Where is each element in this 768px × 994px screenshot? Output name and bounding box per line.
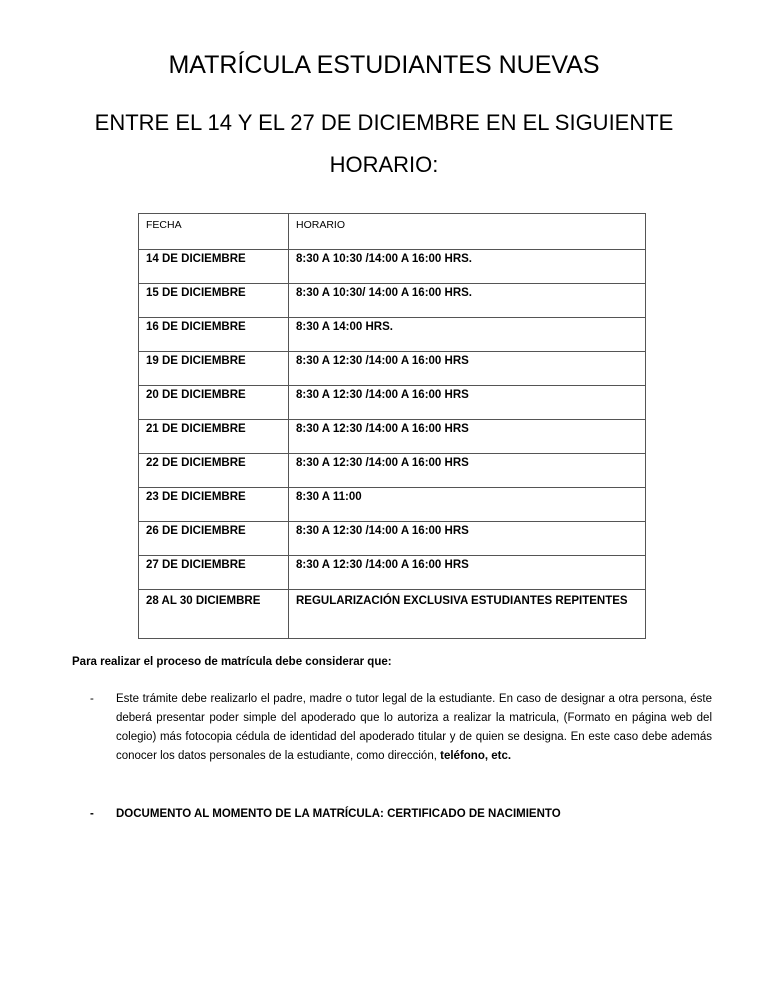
fecha-cell: 27 DE DICIEMBRE [139, 556, 289, 590]
horario-cell: 8:30 A 12:30 /14:00 A 16:00 HRS [289, 522, 646, 556]
table-row [139, 590, 646, 639]
fecha-cell: 14 DE DICIEMBRE [139, 250, 289, 284]
horario-cell: 8:30 A 12:30 /14:00 A 16:00 HRS [289, 352, 646, 386]
page-subtitle: ENTRE EL 14 Y EL 27 DE DICIEMBRE EN EL SIGUIENTE HORARIO: [94, 110, 674, 177]
table-row [139, 420, 646, 454]
horario-cell: 8:30 A 12:30 /14:00 A 16:00 HRS [289, 556, 646, 590]
table-row [139, 522, 646, 556]
table-row [139, 488, 646, 522]
fecha-cell: 23 DE DICIEMBRE [139, 488, 289, 522]
fecha-cell: 21 DE DICIEMBRE [139, 420, 289, 454]
fecha-cell: 22 DE DICIEMBRE [139, 454, 289, 488]
bullet-dash: - [90, 693, 94, 705]
list-item-text: DOCUMENTO AL MOMENTO DE LA MATRÍCULA: CERTIFICADO DE NACIMIENTO [116, 808, 561, 820]
column-header-horario: HORARIO [289, 214, 646, 250]
fecha-cell: 19 DE DICIEMBRE [139, 352, 289, 386]
horario-cell: 8:30 A 14:00 HRS. [289, 318, 646, 352]
bullet-dash: - [90, 808, 94, 820]
fecha-cell: 15 DE DICIEMBRE [139, 284, 289, 318]
table-header-row [139, 214, 646, 250]
instructions-intro: Para realizar el proceso de matrícula debe considerar que: [72, 656, 392, 668]
horario-cell: 8:30 A 10:30/ 14:00 A 16:00 HRS. [289, 284, 646, 318]
fecha-cell: 26 DE DICIEMBRE [139, 522, 289, 556]
table-row [139, 556, 646, 590]
list-item-text [116, 690, 712, 766]
horario-cell: 8:30 A 12:30 /14:00 A 16:00 HRS [289, 420, 646, 454]
horario-cell: 8:30 A 12:30 /14:00 A 16:00 HRS [289, 454, 646, 488]
table-row [139, 454, 646, 488]
table-row [139, 318, 646, 352]
fecha-cell: 28 AL 30 DICIEMBRE [139, 590, 289, 639]
schedule-table [138, 213, 646, 639]
column-header-fecha: FECHA [139, 214, 289, 250]
table-row [139, 386, 646, 420]
horario-cell: 8:30 A 10:30 /14:00 A 16:00 HRS. [289, 250, 646, 284]
list-item-body: Este trámite debe realizarlo el padre, madre o tutor legal de la estudiante. En caso de designar a otra persona, éste deberá presentar poder simple del apoderado que lo autoriza a realizar la matricula, (Formato en página web del colegio) más fotocopia cédula de identidad del apoderado titular y de quien se designa. En este caso debe además conocer los datos personales de la estudiante, como dirección, [116, 693, 712, 762]
list-item [90, 690, 712, 766]
table-row [139, 250, 646, 284]
fecha-cell: 20 DE DICIEMBRE [139, 386, 289, 420]
horario-cell: 8:30 A 11:00 [289, 488, 646, 522]
horario-cell: REGULARIZACIÓN EXCLUSIVA ESTUDIANTES REPITENTES [289, 590, 646, 639]
table-row [139, 284, 646, 318]
horario-cell: 8:30 A 12:30 /14:00 A 16:00 HRS [289, 386, 646, 420]
list-item [90, 805, 712, 824]
page-title: MATRÍCULA ESTUDIANTES NUEVAS [168, 51, 600, 79]
table-row [139, 352, 646, 386]
list-item-bold: teléfono, etc. [440, 750, 512, 762]
fecha-cell: 16 DE DICIEMBRE [139, 318, 289, 352]
